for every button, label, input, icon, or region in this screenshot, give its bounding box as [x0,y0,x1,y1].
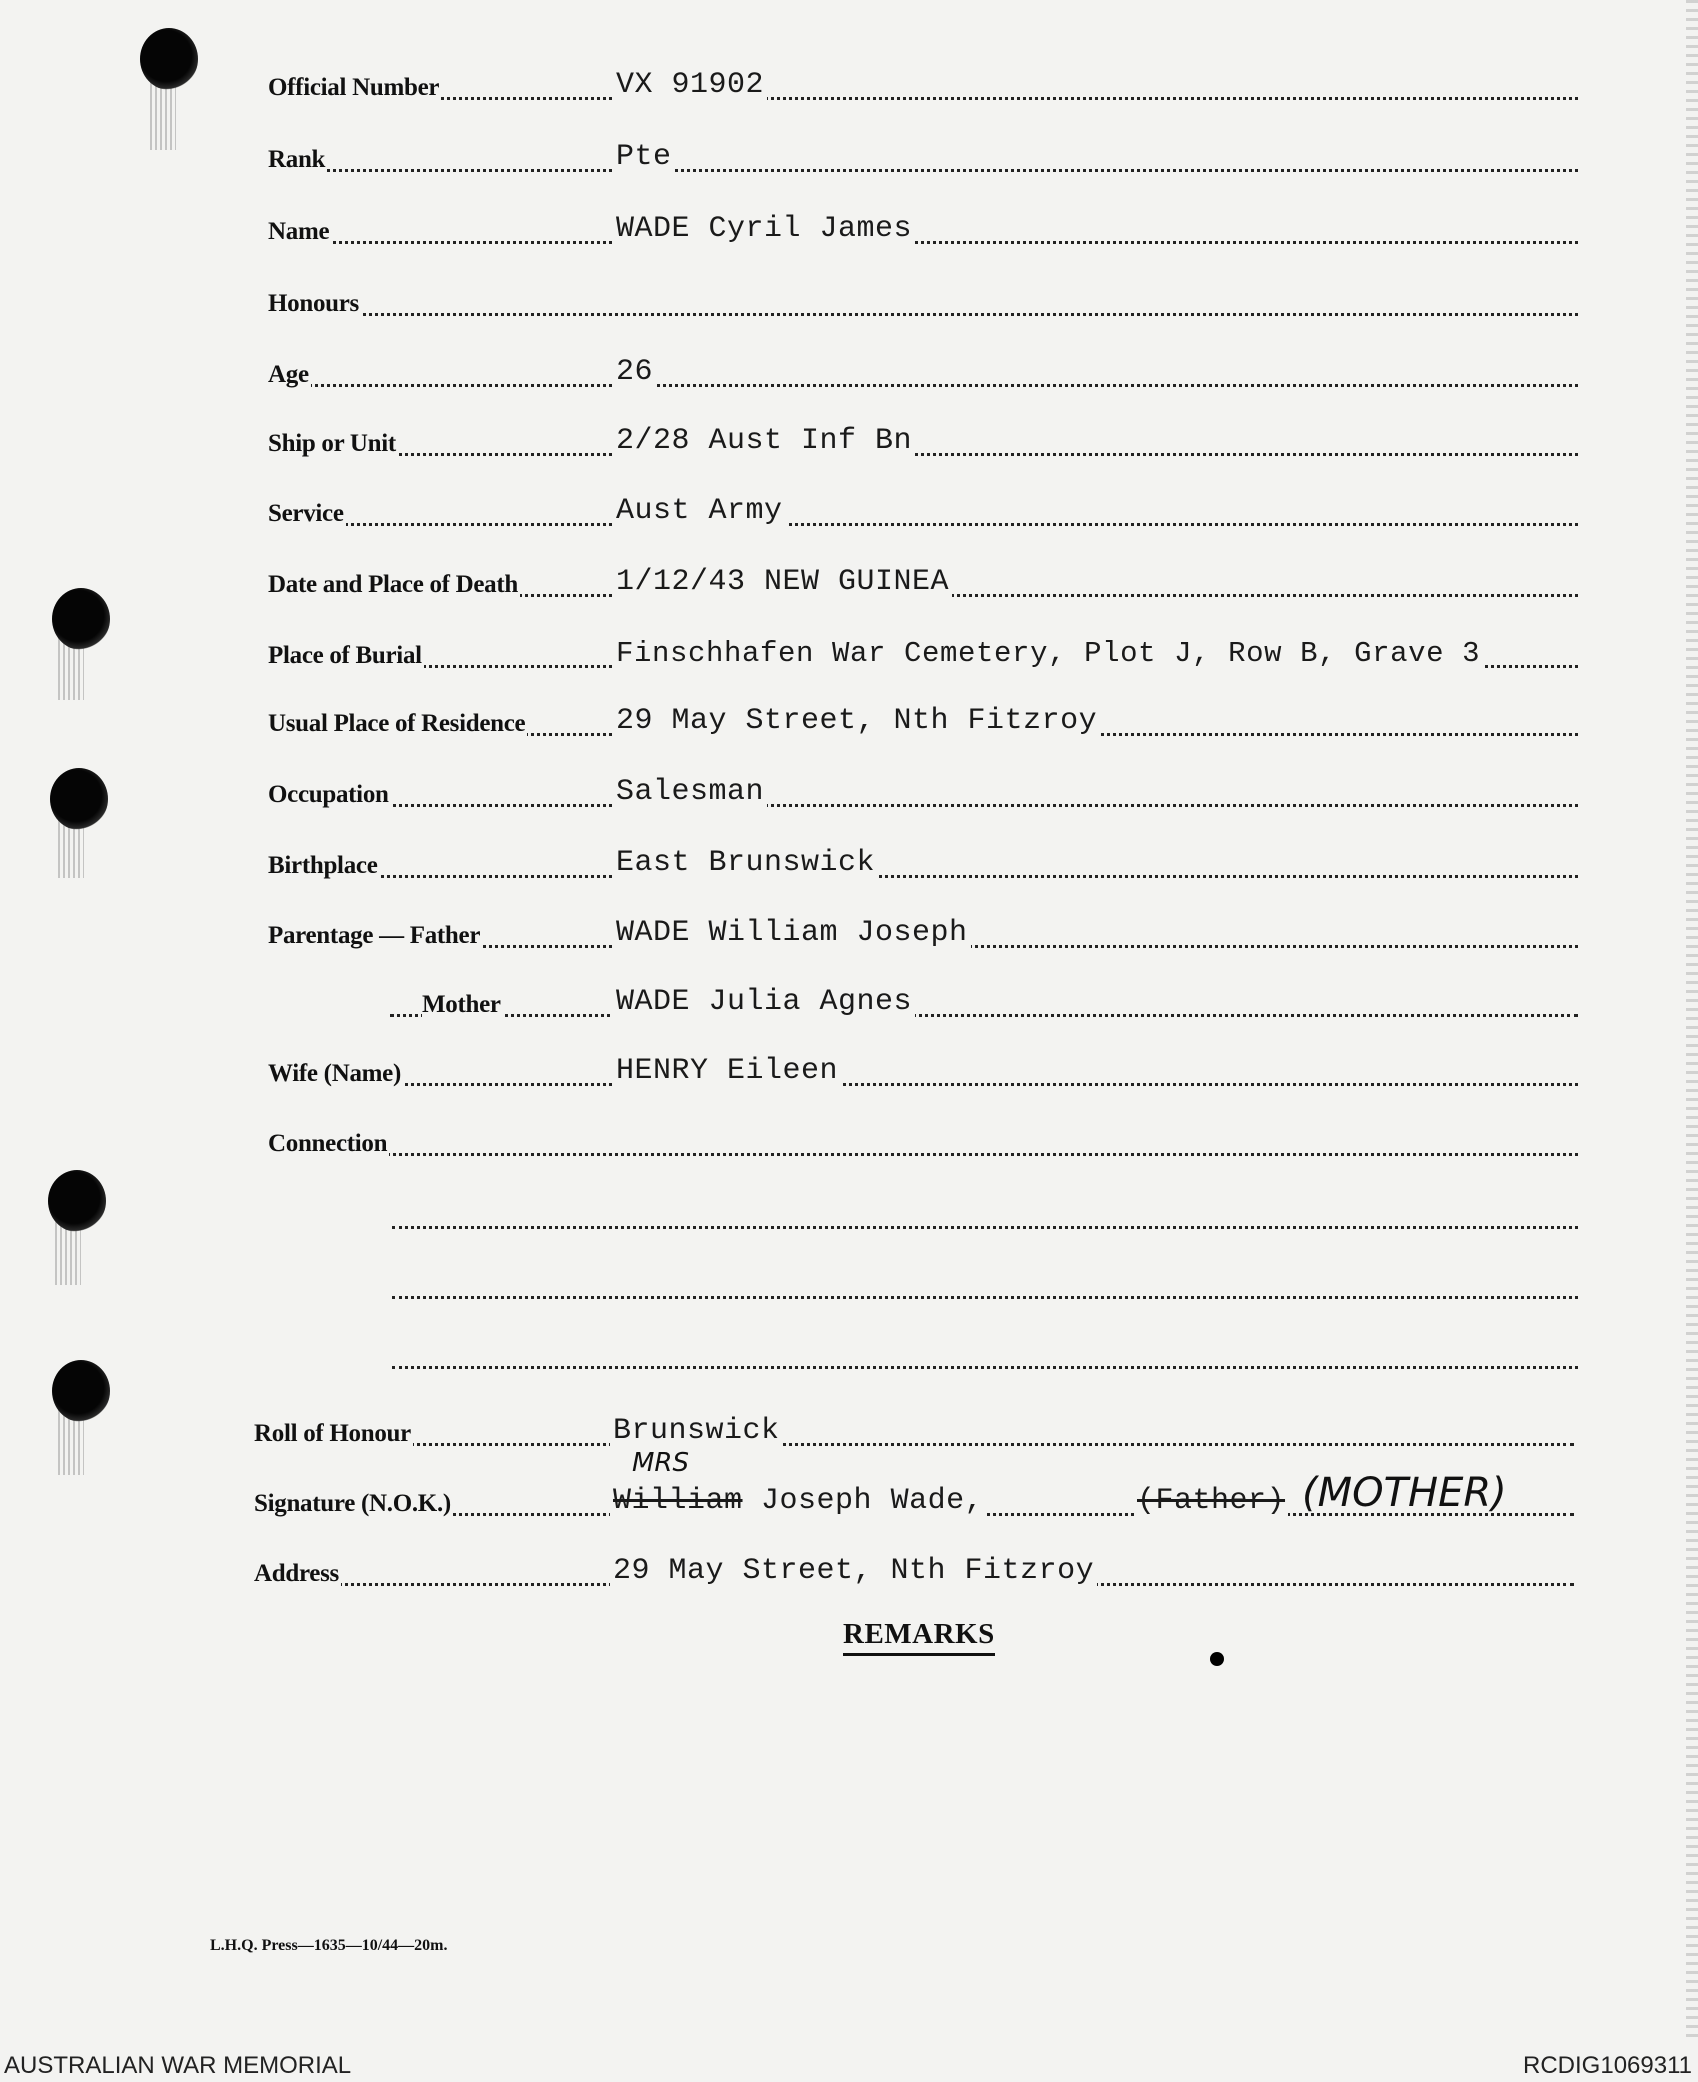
field-label: Service [268,500,344,527]
connection-blank-line [392,1360,1578,1369]
punch-hole-icon [52,1360,110,1422]
field-parentage-father [268,916,1578,956]
field-value: 2/28 Aust Inf Bn [613,424,915,458]
field-ship-or-unit [268,424,1578,464]
dotted-rule [268,169,1578,172]
dotted-rule [268,384,1578,387]
field-value: Pte [613,140,675,174]
field-label: Occupation [268,781,389,808]
field-age [268,355,1578,395]
field-birthplace [268,846,1578,886]
dotted-rule [268,804,1578,807]
scan-edge [1686,0,1698,2040]
handwritten-relation: (MOTHER) [1302,1470,1507,1516]
field-wife-name [268,1054,1578,1094]
field-label: Place of Burial [268,642,422,669]
field-value: VX 91902 [613,68,767,102]
field-label: Honours [268,290,359,317]
field-official-number [268,68,1578,108]
dotted-rule [254,1443,1574,1446]
field-value: 1/12/43 NEW GUINEA [613,565,952,599]
field-connection [268,1124,1578,1164]
punch-hole-icon [50,768,108,830]
dotted-rule [268,241,1578,244]
dotted-rule [268,523,1578,526]
field-usual-residence [268,704,1578,744]
field-honours [268,284,1578,324]
field-label: Address [254,1560,339,1587]
field-label: Connection [268,1130,388,1157]
field-rank [268,140,1578,180]
field-label: Official Number [268,74,440,101]
field-label: Date and Place of Death [268,571,518,598]
dotted-rule [268,313,1578,316]
field-label: Wife (Name) [268,1060,401,1087]
field-service [268,494,1578,534]
field-value: East Brunswick [613,846,878,880]
field-value: 29 May Street, Nth Fitzroy [610,1554,1097,1588]
dotted-rule [268,1153,1578,1156]
connection-blank-line [392,1220,1578,1229]
dotted-rule [268,1083,1578,1086]
field-value: 29 May Street, Nth Fitzroy [613,704,1100,738]
field-value: WADE Cyril James [613,212,915,246]
field-label: Birthplace [268,852,378,879]
remarks-heading: REMARKS [843,1618,995,1656]
punch-hole-icon [52,588,110,650]
field-label: Signature (N.O.K.) [254,1490,451,1517]
field-value: Aust Army [613,494,786,528]
field-value: HENRY Eileen [613,1054,841,1088]
field-date-place-death [268,565,1578,605]
punch-hole-icon [140,28,198,90]
dotted-rule [268,453,1578,456]
field-place-of-burial [268,636,1578,676]
field-roll-of-honour [254,1414,1574,1454]
field-label: Rank [268,146,326,173]
struck-name: William [613,1484,743,1518]
handwritten-prefix: MRS [632,1448,690,1478]
dotted-rule [268,875,1578,878]
field-value: WADE Julia Agnes [613,985,915,1019]
field-label: Mother [422,991,501,1018]
footer-left: AUSTRALIAN WAR MEMORIAL [4,2052,352,2079]
field-label: Age [268,361,309,388]
field-label: Name [268,218,330,245]
connection-blank-line [392,1290,1578,1299]
field-label: Usual Place of Residence [268,710,526,737]
field-value: Finschhafen War Cemetery, Plot J, Row B, Grave 3 [613,637,1483,670]
field-value: Brunswick [610,1414,783,1448]
field-label: Ship or Unit [268,430,396,457]
field-occupation [268,775,1578,815]
field-label: Parentage — Father [268,922,481,949]
field-name [268,212,1578,252]
press-line: L.H.Q. Press—1635—10/44—20m. [210,1937,448,1954]
field-value: WADE William Joseph [613,916,971,950]
signature-value [610,1484,986,1518]
field-value: 26 [613,355,656,389]
field-value: Salesman [613,775,767,809]
signature-name: Joseph Wade, [761,1484,984,1518]
struck-relation: (Father) [1134,1484,1288,1518]
punch-hole-icon [48,1170,106,1232]
field-mother [390,985,1578,1025]
dotted-rule [268,97,1578,100]
footer-right: RCDIG1069311 [1523,2052,1692,2079]
field-label: Roll of Honour [254,1420,411,1447]
dotted-rule [390,1014,1578,1017]
field-address [254,1554,1574,1594]
ink-dot [1210,1652,1224,1666]
